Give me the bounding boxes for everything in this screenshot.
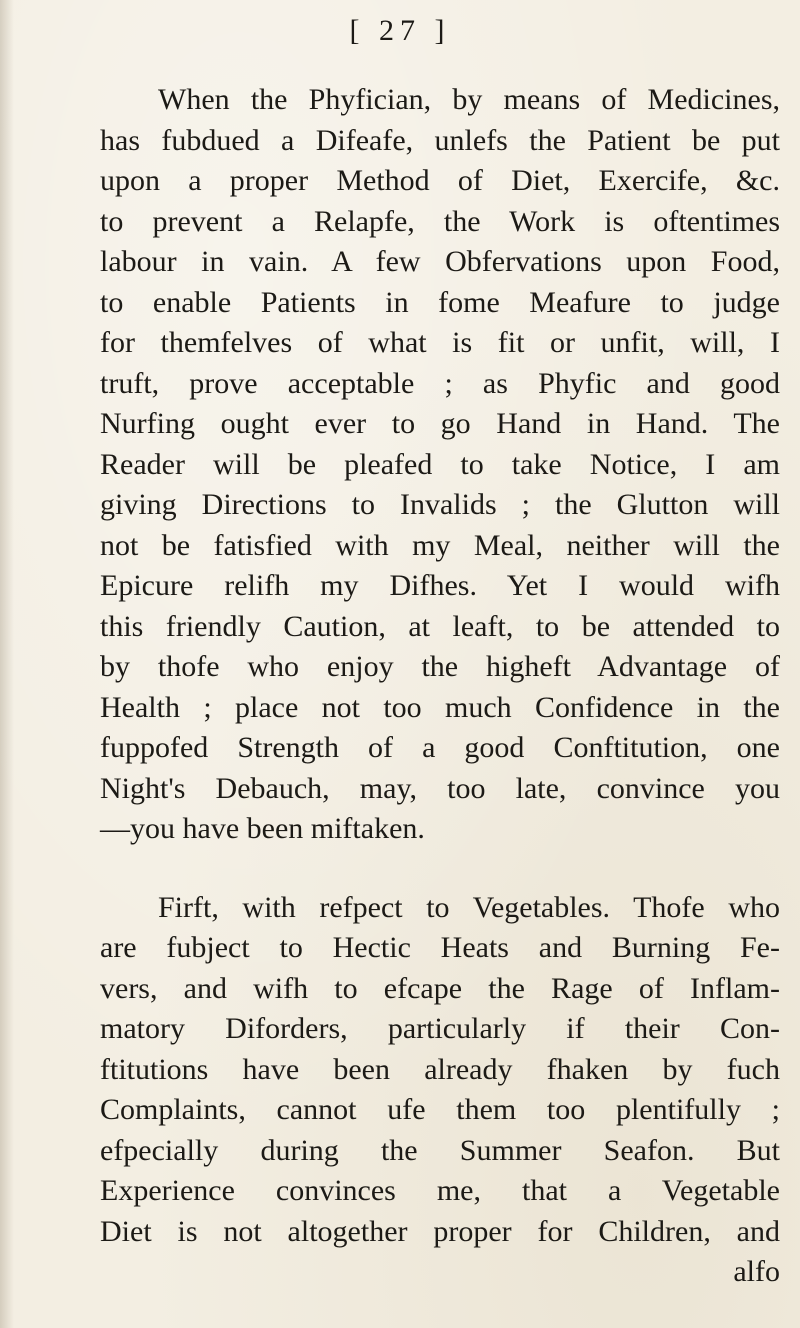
body-text	[100, 80, 780, 1293]
text-line: ftitutions have been already fhaken by fuch	[100, 1052, 780, 1086]
text-line: Night's Debauch, may, too late, convince you	[100, 771, 780, 805]
text-line: Reader will be pleafed to take Notice, I am	[100, 447, 780, 481]
text-line: When the Phyfician, by means of Medicines,	[158, 83, 780, 116]
text-line: fuppofed Strength of a good Conftitution, one	[100, 731, 780, 764]
text-line: Health ; place not too much Confidence in the	[100, 690, 780, 724]
text-line: by thofe who enjoy the higheft Advantage of	[100, 650, 780, 683]
text-line: giving Directions to Invalids ; the Glutton will	[100, 488, 780, 521]
text-line: for themfelves of what is fit or unfit, will, I	[100, 326, 780, 359]
catchword: alfo	[733, 1255, 780, 1288]
text-line: are fubject to Hectic Heats and Burning Fe-	[100, 931, 780, 964]
text-line: labour in vain. A few Obfervations upon Food,	[100, 245, 780, 278]
page-spine-shadow	[0, 0, 14, 1328]
text-line: this friendly Caution, at leaft, to be attended to	[100, 609, 780, 643]
text-line: Firft, with refpect to Vegetables. Thofe who	[158, 890, 780, 924]
paragraph-2	[100, 888, 780, 1293]
paragraph-1	[100, 80, 780, 850]
text-line: matory Diforders, particularly if their Con-	[100, 1012, 780, 1045]
page-number: [ 27 ]	[349, 14, 451, 47]
text-line: —you have been miftaken.	[100, 812, 425, 845]
text-line: has fubdued a Difeafe, unlefs the Patient be put	[100, 123, 780, 157]
text-line: to prevent a Relapfe, the Work is oftentimes	[100, 204, 780, 238]
text-line: to enable Patients in fome Meafure to judge	[100, 285, 780, 319]
text-line: Complaints, cannot ufe them too plentifully ;	[100, 1093, 780, 1126]
text-line: upon a proper Method of Diet, Exercife, &c.	[100, 164, 780, 197]
text-line: efpecially during the Summer Seafon. But	[100, 1133, 780, 1167]
text-line: Experience convinces me, that a Vegetable	[100, 1174, 780, 1207]
text-line: Epicure relifh my Difhes. Yet I would wifh	[100, 569, 780, 602]
paragraph-gap	[100, 850, 780, 888]
text-line: vers, and wifh to efcape the Rage of Inflam-	[100, 971, 780, 1005]
text-line: Nurfing ought ever to go Hand in Hand. The	[100, 407, 780, 440]
text-line: truft, prove acceptable ; as Phyfic and good	[100, 366, 780, 400]
text-line: Diet is not altogether proper for Children, and	[100, 1214, 780, 1248]
text-line: not be fatisfied with my Meal, neither will the	[100, 528, 780, 562]
